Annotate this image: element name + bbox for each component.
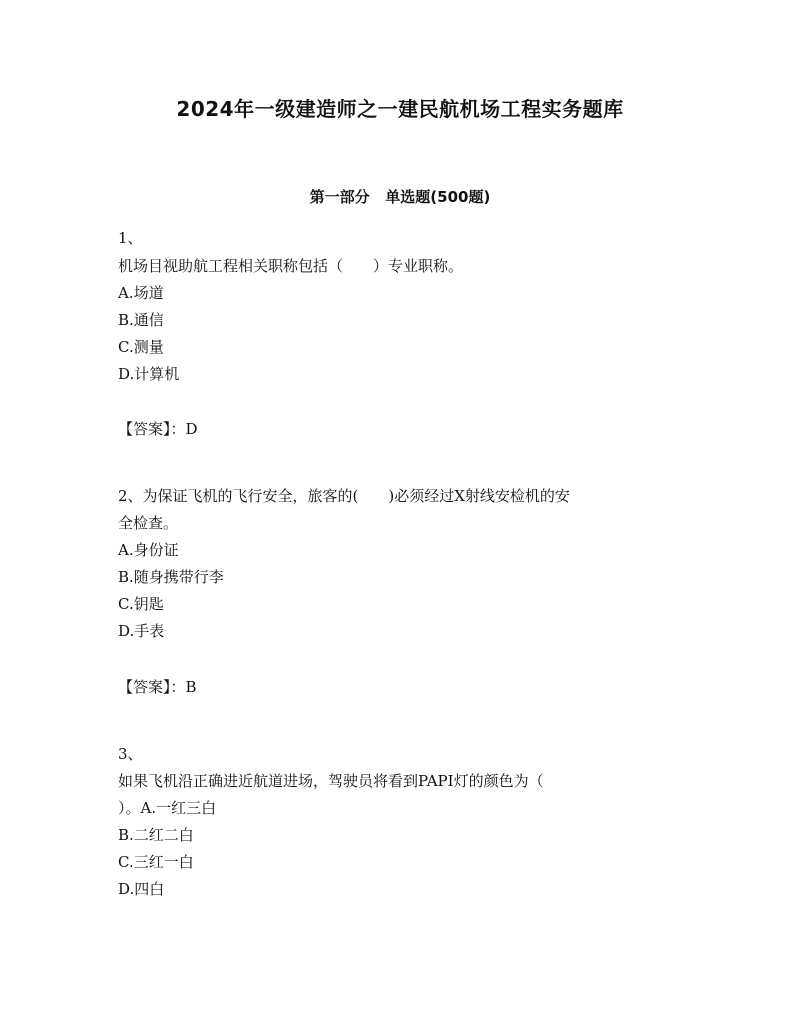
question-3-stem-line-2: ）。A.一红三白 <box>118 799 217 817</box>
question-2-stem-line-1: 2、为保证飞机的飞行安全，旅客的( )必须经过X射线安检机的安 <box>118 487 570 505</box>
question-2-option-b: B.随身携带行李 <box>118 568 224 586</box>
question-1-stem: 机场目视助航工程相关职称包括（ ）专业职称。 <box>118 257 464 275</box>
question-2-answer: 【答案】：B <box>118 678 197 696</box>
question-3-number: 3、 <box>118 745 143 763</box>
question-3-option-b: B.二红二白 <box>118 826 194 844</box>
question-2-option-a: A.身份证 <box>118 541 179 559</box>
document-title: 2024年一级建造师之一建民航机场工程实务题库 <box>176 97 624 121</box>
question-1-option-b: B.通信 <box>118 311 164 329</box>
question-3-stem-line-1: 如果飞机沿正确进近航道进场，驾驶员将看到PAPI灯的颜色为（ <box>118 772 544 790</box>
question-2-stem-line-2: 全检查。 <box>118 514 179 532</box>
question-1-option-c: C.测量 <box>118 338 164 356</box>
section-title: 第一部分 单选题(500题) <box>309 188 491 206</box>
question-1-option-d: D.计算机 <box>118 365 180 383</box>
question-2-option-d: D.手表 <box>118 622 165 640</box>
question-1-option-a: A.场道 <box>118 284 164 302</box>
question-3-option-d: D.四白 <box>118 880 165 898</box>
question-1-number: 1、 <box>118 229 143 247</box>
question-2-option-c: C.钥匙 <box>118 595 164 613</box>
question-3-option-c: C.三红一白 <box>118 853 194 871</box>
question-1-answer: 【答案】：D <box>118 420 198 438</box>
